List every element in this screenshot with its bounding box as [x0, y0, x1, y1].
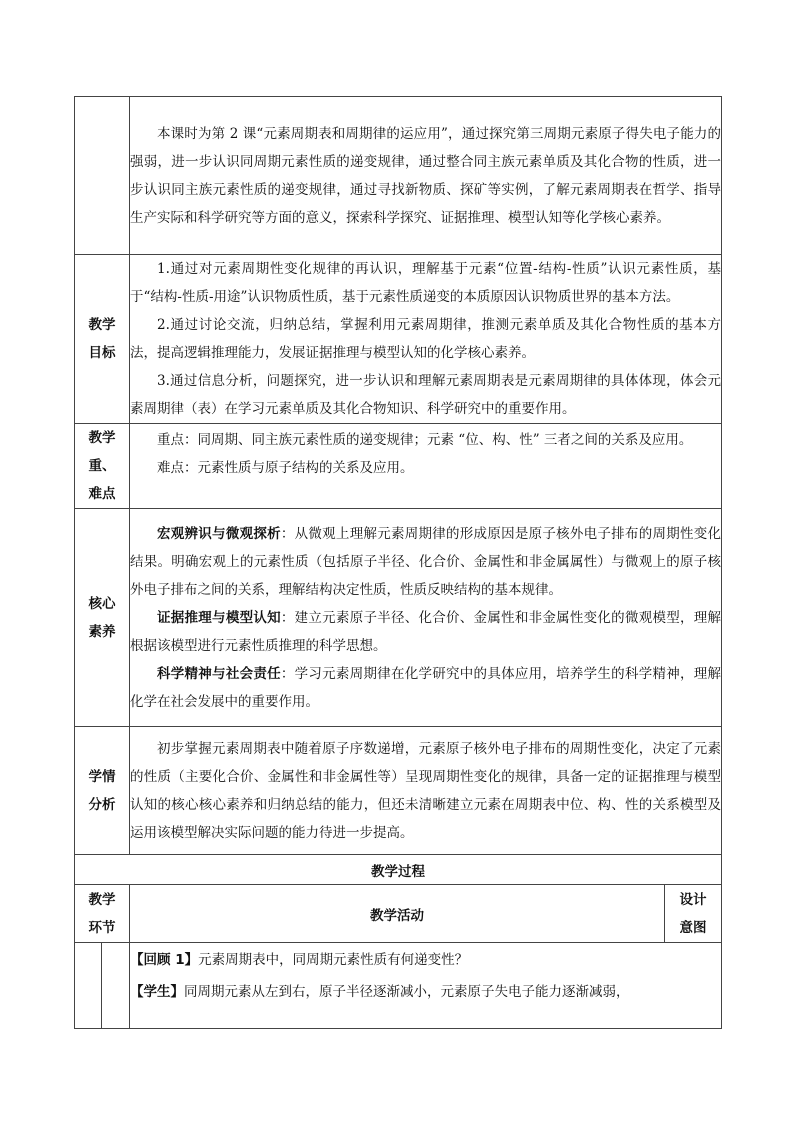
process-header-row: [75, 885, 722, 943]
goal-item-2: 2.通过讨论交流，归纳总结，掌握利用元素周期律，推测元素单质及其化合物性质的基本方法，提高逻辑推理能力，发展证据推理与模型认知的化学核心素养。: [130, 317, 722, 361]
intro-text: 本课时为第 2 课“元素周期表和周期律的运应用”，通过探究第三周期元素原子得失电子能力的强弱，进一步认识同周期元素性质的递变规律，通过整合同主族元素单质及其化合物的性质，进一步认识同主族元素性质的递变规律，通过寻找新物质、探矿等实例，了解元素周期表在哲学、指导生产实际和科学研究等方面的意义，探索科学探究、证据推理、模型认知等化学核心素养。: [130, 125, 722, 226]
intro-cell: [130, 97, 722, 255]
literacy-cell: [130, 509, 722, 727]
intro-label-cell: [75, 97, 130, 255]
key-points-row: [75, 424, 722, 509]
goals-cell: [130, 255, 722, 424]
stage-sub-cell: [102, 943, 130, 1029]
literacy-item-macro: 宏观辨识与微观探析：从微观上理解元素周期律的形成原因是原子核外电子排布的周期性变化结果。明确宏观上的元素性质（包括原子半径、化合价、金属性和非金属属性）与微观上的原子核外电子排布之间的关系，理解结构决定性质，性质反映结构的基本规律。: [130, 525, 722, 598]
analysis-row: [75, 727, 722, 855]
key-points-cell: [130, 424, 722, 509]
intro-row: [75, 97, 722, 255]
literacy-item-science: 科学精神与社会责任：学习元素周期律在化学研究中的具体应用，培养学生的科学精神，理解化学在社会发展中的重要作用。: [130, 665, 722, 710]
goal-item-3: 3.通过信息分析，问题探究，进一步认识和理解元素周期表是元素周期律的具体体现，体会元素周期律（表）在学习元素单质及其化合物知识、科学研究中的重要作用。: [130, 373, 722, 417]
lesson-plan-table: [74, 96, 722, 1029]
literacy-label: 核心素养: [75, 509, 130, 727]
analysis-text: 初步掌握元素周期表中随着原子序数递增，元素原子核外电子排布的周期性变化，决定了元素的性质（主要化合价、金属性和非金属性等）呈现周期性变化的规律，具备一定的证据推理与模型认知的核心核心素养和归纳总结的能力，但还未清晰建立元素在周期表中位、构、性的关系模型及运用该模型解决实际问题的能力待进一步提高。: [130, 740, 722, 841]
goal-item-1: 1.通过对元素周期性变化规律的再认识，理解基于元素“位置-结构-性质”认识元素性质，基于“结构-性质-用途”认识物质性质，基于元素性质递变的本质原因认识物质世界的基本方法。: [130, 261, 722, 305]
col-header-activity: 教学活动: [130, 885, 665, 943]
literacy-row: [75, 509, 722, 727]
col-header-intent: 设计意图: [665, 885, 722, 943]
col-header-stage: 教学环节: [75, 885, 130, 943]
process-body-row: [75, 943, 722, 1029]
stage-cell: [75, 943, 102, 1029]
activity-student-line: 【学生】同周期元素从左到右，原子半径逐渐减小，元素原子失电子能力逐渐减弱，: [130, 984, 630, 1000]
analysis-label: 学情分析: [75, 727, 130, 855]
analysis-cell: [130, 727, 722, 855]
activity-review-line: 【回顾 1】元素周期表中，同周期元素性质有何递变性？: [130, 952, 469, 968]
key-point-difficulty: 难点：元素性质与原子结构的关系及应用。: [157, 460, 414, 476]
key-points-label: 教学重、难点: [75, 424, 130, 509]
literacy-item-evidence: 证据推理与模型认知：建立元素原子半径、化合价、金属性和非金属性变化的微观模型，理解根据该模型进行元素性质推理的科学思想。: [130, 609, 722, 654]
activity-cell: [130, 943, 722, 1029]
key-point-focus: 重点：同周期、同主族元素性质的递变规律；元素 “位、构、性” 三者之间的关系及应用。: [157, 432, 693, 448]
process-title-row: [75, 855, 722, 885]
process-title: 教学过程: [75, 855, 722, 885]
goals-row: [75, 255, 722, 424]
goals-label: 教学目标: [75, 255, 130, 424]
